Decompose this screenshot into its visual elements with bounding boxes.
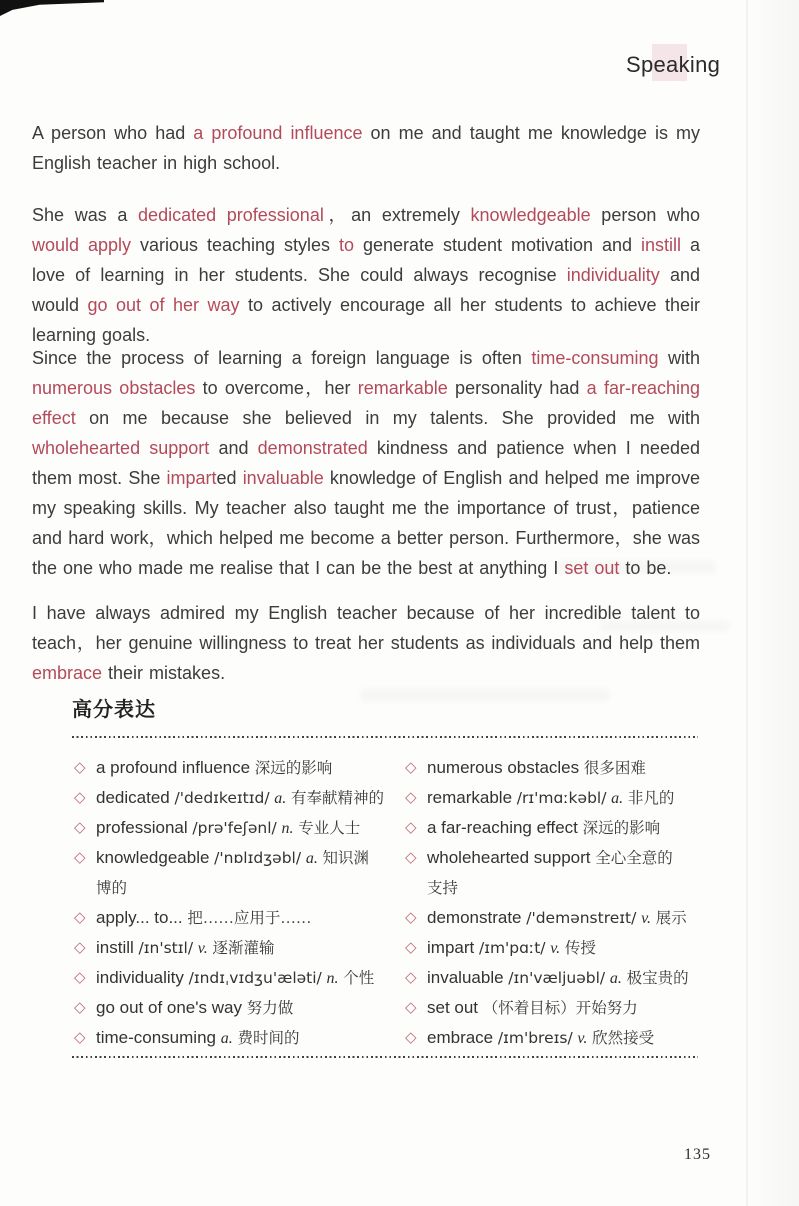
vocab-item (405, 903, 700, 933)
vocab-pos: a. (274, 790, 287, 807)
diamond-bullet-icon: ◇ (405, 908, 417, 926)
highlighted-phrase: wholehearted support (32, 438, 210, 458)
essay-text: ，an extremely (323, 205, 471, 225)
vocab-column-left (74, 753, 390, 1053)
vocab-item (74, 813, 390, 843)
vocab-term: go out of one's way (96, 998, 242, 1017)
essay-text: on me because she believed in my talents. She provided me with (75, 408, 700, 428)
essay-text: She was a (32, 205, 139, 225)
diamond-bullet-icon: ◇ (74, 758, 86, 776)
diamond-bullet-icon: ◇ (74, 848, 86, 866)
vocab-term: instill (96, 938, 134, 957)
vocab-item (74, 933, 390, 963)
vocab-phonetic: /ɪm'breɪs/ (497, 1029, 573, 1047)
vocab-item (405, 813, 700, 843)
highlighted-phrase: go out of her way (87, 295, 240, 315)
vocab-term: a profound influence (96, 758, 251, 777)
essay-paragraph-2 (32, 200, 700, 350)
vocab-item (405, 1023, 700, 1053)
essay-text: to be. (619, 558, 672, 578)
vocab-item (74, 783, 390, 813)
vocab-translation: 非凡的 (627, 790, 675, 807)
diamond-bullet-icon: ◇ (74, 1028, 86, 1046)
essay-text: A person who had (32, 123, 194, 143)
section-title: Speaking (626, 52, 721, 77)
highlighted-phrase: dedicated professional (138, 205, 324, 225)
diamond-bullet-icon: ◇ (405, 758, 417, 776)
vocab-item (74, 1023, 390, 1053)
vocab-pos: a. (305, 850, 318, 867)
essay-text: knowledge of English and helped me improve my speaking skills. My teacher also taught me the importance of trust，patience and hard work，which helped me become a better person. Furthermore，she was the one who made me realise that I can be the best at anything I (32, 468, 700, 578)
vocab-term: professional (96, 818, 188, 837)
vocab-item (405, 963, 700, 993)
highlighted-phrase: impart (166, 468, 217, 488)
vocab-phonetic: /ɪn'stɪl/ (138, 939, 194, 957)
highlighted-phrase: a far-reaching effect (32, 378, 700, 428)
vocab-term: set out (427, 998, 479, 1017)
highlighted-phrase: individuality (566, 265, 660, 285)
highlighted-phrase: would apply (32, 235, 132, 255)
vocab-pos: a. (609, 970, 622, 987)
diamond-bullet-icon: ◇ (405, 998, 417, 1016)
vocab-pos: v. (197, 940, 208, 957)
vocab-translation: 努力做 (246, 1000, 294, 1017)
diamond-bullet-icon: ◇ (74, 998, 86, 1016)
essay-text: with (658, 348, 700, 368)
vocab-item (74, 903, 390, 933)
vocab-translation: 深远的影响 (254, 760, 333, 777)
essay-text: a love of learning in her students. She could always recognise (32, 235, 701, 285)
vocab-term: time-consuming (96, 1028, 216, 1047)
essay-text: to actively encourage all her students to achieve their learning goals. (32, 295, 701, 345)
vocab-translation: 很多困难 (583, 760, 646, 777)
vocab-term: apply... to... (96, 908, 183, 927)
vocab-term: invaluable (427, 968, 504, 987)
vocab-item (74, 753, 390, 783)
vocab-phonetic: /'demənstreɪt/ (526, 909, 637, 927)
vocab-item (74, 963, 390, 993)
vocab-pos: v. (577, 1030, 588, 1047)
vocab-term: individuality (96, 968, 184, 987)
essay-text: their mistakes. (102, 663, 226, 683)
vocab-translation: 展示 (655, 910, 687, 927)
vocab-translation: 极宝贵的 (626, 970, 689, 987)
vocab-column-right (405, 753, 700, 1053)
page-number: 135 (684, 1146, 711, 1163)
vocab-translation: 欣然接受 (592, 1030, 655, 1047)
vocab-pos: n. (281, 820, 294, 837)
vocab-translation: 专业人士 (298, 820, 361, 837)
highlighted-phrase: remarkable (357, 378, 448, 398)
essay-text: person who (590, 205, 701, 225)
vocab-phonetic: /ɪndɪˌvɪdʒu'æləti/ (188, 969, 322, 987)
vocab-translation: 博的 (96, 880, 128, 897)
vocab-pos: v. (641, 910, 651, 927)
essay-text: to overcome，her (195, 378, 358, 398)
vocab-item (74, 843, 390, 903)
diamond-bullet-icon: ◇ (405, 938, 417, 956)
highlighted-phrase: numerous obstacles (32, 378, 196, 398)
vocab-phonetic: /'nɒlɪdʒəbl/ (214, 849, 302, 867)
diamond-bullet-icon: ◇ (405, 1028, 417, 1046)
vocab-translation: （怀着目标）开始努力 (482, 1000, 638, 1017)
vocab-pos: a. (220, 1030, 233, 1047)
vocab-translation: 知识渊 (322, 850, 370, 867)
expressions-heading: 高分表达 (72, 699, 156, 721)
vocab-item (405, 993, 700, 1023)
diamond-bullet-icon: ◇ (74, 908, 86, 926)
vocab-pos: a. (611, 790, 624, 807)
bleed-through-artifact (360, 688, 610, 702)
highlighted-phrase: instill (641, 235, 682, 255)
vocab-term: impart (427, 938, 475, 957)
vocab-translation: 全心全意的 (595, 850, 673, 867)
vocab-phonetic: /ɪm'pɑːt/ (478, 939, 546, 957)
highlighted-phrase: a profound influence (193, 123, 363, 143)
vocab-item (405, 753, 700, 783)
vocab-translation: 费时间的 (237, 1030, 300, 1047)
vocab-item (74, 993, 390, 1023)
highlighted-phrase: to (338, 235, 354, 255)
vocab-translation: 逐渐灌输 (212, 940, 275, 957)
page-edge-shading (747, 0, 799, 1206)
essay-text: personality had (447, 378, 587, 398)
vocab-phonetic: /rɪ'mɑːkəbl/ (516, 789, 607, 807)
essay-text: and (209, 438, 258, 458)
vocab-pos: v. (550, 940, 561, 957)
essay-paragraph-3 (32, 343, 700, 583)
vocab-phonetic: /'dedɪkeɪtɪd/ (174, 789, 270, 807)
diamond-bullet-icon: ◇ (74, 938, 86, 956)
vocab-term: embrace (427, 1028, 494, 1047)
vocab-item (405, 933, 700, 963)
vocab-translation: 传授 (564, 940, 596, 957)
vocab-term: dedicated (96, 788, 170, 807)
diamond-bullet-icon: ◇ (74, 788, 86, 806)
vocab-phonetic: /prə'feʃənl/ (192, 819, 277, 837)
vocab-list (74, 753, 700, 1053)
vocab-item (405, 843, 700, 903)
vocab-term: wholehearted support (427, 848, 591, 867)
essay-paragraph-4 (32, 598, 700, 688)
vocab-item (405, 783, 700, 813)
dotted-divider-top (72, 736, 698, 738)
diamond-bullet-icon: ◇ (405, 818, 417, 836)
essay-text: I have always admired my English teacher because of her incredible talent to teach，her genuine willingness to treat her students as individuals and help them (32, 603, 700, 653)
essay-text: generate student motivation and (354, 235, 642, 255)
vocab-translation: 把……应用于…… (187, 910, 312, 927)
essay-text: and would (32, 265, 700, 315)
essay-text: Since the process of learning a foreign language is often (32, 348, 532, 368)
scan-corner-artifact (0, 0, 104, 16)
essay-text: ed (216, 468, 243, 488)
diamond-bullet-icon: ◇ (405, 968, 417, 986)
vocab-translation: 支持 (427, 880, 459, 897)
vocab-term: knowledgeable (96, 848, 210, 867)
vocab-translation: 深远的影响 (582, 820, 661, 837)
essay-text: kindness and patience when I needed them most. She (32, 438, 700, 488)
highlighted-phrase: time-consuming (531, 348, 659, 368)
dotted-divider-bottom (72, 1056, 698, 1058)
diamond-bullet-icon: ◇ (74, 818, 86, 836)
highlighted-phrase: demonstrated (257, 438, 368, 458)
diamond-bullet-icon: ◇ (74, 968, 86, 986)
highlighted-phrase: knowledgeable (470, 205, 591, 225)
vocab-term: demonstrate (427, 908, 522, 927)
vocab-pos: n. (326, 970, 339, 987)
diamond-bullet-icon: ◇ (405, 788, 417, 806)
diamond-bullet-icon: ◇ (405, 848, 417, 866)
highlighted-phrase: invaluable (242, 468, 324, 488)
essay-text: various teaching styles (131, 235, 339, 255)
vocab-translation: 个性 (343, 970, 375, 987)
highlighted-phrase: embrace (32, 663, 103, 683)
vocab-translation: 有奉献精神的 (291, 790, 385, 807)
vocab-term: a far-reaching effect (427, 818, 578, 837)
vocab-term: numerous obstacles (427, 758, 580, 777)
vocab-phonetic: /ɪn'væljuəbl/ (508, 969, 606, 987)
essay-paragraph-1 (32, 118, 700, 178)
highlighted-phrase: set out (564, 558, 620, 578)
vocab-term: remarkable (427, 788, 513, 807)
essay-text: on me and taught me knowledge is my English teacher in high school. (32, 123, 701, 173)
